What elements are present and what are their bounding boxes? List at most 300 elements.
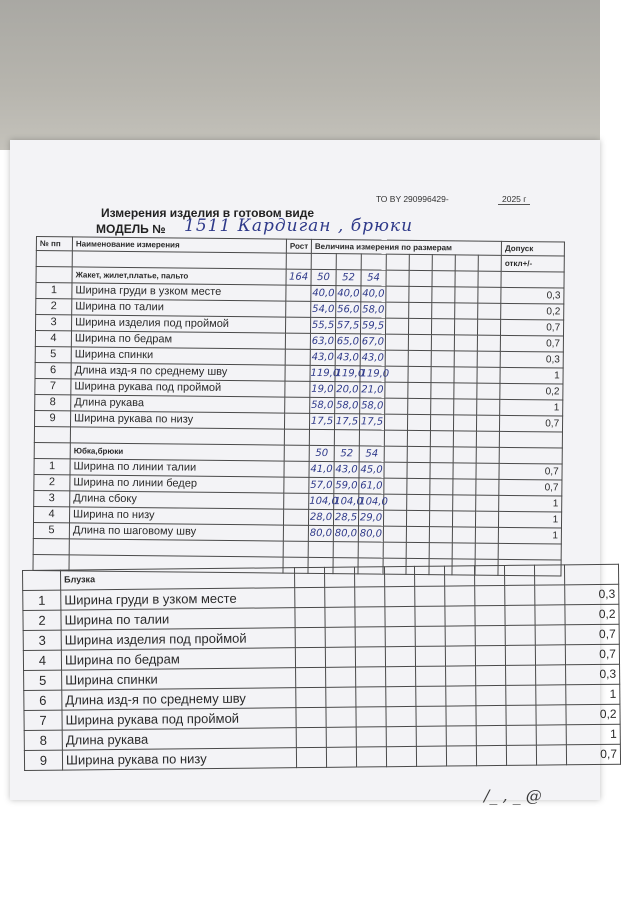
measurement-value: 58,0 (360, 398, 385, 414)
tolerance-value: 0,7 (500, 415, 563, 432)
empty-cell (325, 627, 355, 647)
measurement-value: 80,0 (358, 526, 383, 542)
empty-cell (285, 317, 310, 333)
empty-cell (415, 586, 445, 606)
empty-cell (406, 526, 429, 542)
empty-cell (476, 447, 499, 463)
empty-cell (384, 446, 407, 462)
empty-cell (506, 705, 536, 725)
empty-cell (355, 647, 385, 667)
empty-cell (407, 462, 430, 478)
empty-cell (34, 426, 70, 442)
empty-cell (406, 542, 429, 558)
size-value: 52 (334, 446, 359, 462)
row-number: 4 (33, 506, 69, 522)
measurement-name: Длина рукава (62, 728, 296, 750)
empty-cell (476, 479, 499, 495)
empty-cell (407, 446, 430, 462)
empty-cell (477, 351, 500, 367)
empty-cell (416, 746, 446, 766)
row-number: 6 (24, 690, 62, 710)
header-tolerance: Допуск (501, 241, 564, 256)
row-number: 1 (34, 458, 70, 474)
tolerance-value: 0,7 (499, 463, 562, 480)
measurement-value: 40,0 (336, 286, 361, 302)
measurements-table (32, 236, 565, 577)
measurement-value: 43,0 (310, 349, 335, 365)
empty-cell (475, 527, 498, 543)
empty-cell (455, 271, 478, 287)
empty-cell (355, 607, 385, 627)
empty-cell (385, 334, 408, 350)
empty-cell (408, 382, 431, 398)
empty-cell (325, 647, 355, 667)
measurement-value: 57,0 (309, 477, 334, 493)
empty-cell (294, 567, 324, 587)
tolerance-value: 0,3 (565, 584, 619, 605)
empty-cell (296, 667, 326, 687)
measurement-name: Ширина спинки (62, 668, 296, 690)
empty-cell (296, 707, 326, 727)
empty-cell (476, 415, 499, 431)
empty-cell (454, 319, 477, 335)
tolerance-value: 1 (566, 684, 620, 705)
empty-cell (408, 366, 431, 382)
measurement-value: 58,0 (361, 302, 386, 318)
measurement-value: 80,0 (308, 525, 333, 541)
empty-cell (444, 566, 474, 586)
measurement-name: Ширина по талии (61, 608, 295, 630)
tolerance-value: 0,7 (565, 624, 619, 645)
measurement-value: 104,0 (309, 493, 334, 509)
empty-cell (475, 511, 498, 527)
measurement-value: 104,0 (359, 494, 384, 510)
empty-cell (386, 666, 416, 686)
size-value: 54 (359, 446, 384, 462)
measurement-value: 119,0 (360, 366, 385, 382)
empty-cell (284, 461, 309, 477)
empty-cell (409, 286, 432, 302)
tolerance-value: 0,3 (566, 664, 620, 685)
empty-cell (414, 566, 444, 586)
measurement-value: 65,0 (335, 334, 360, 350)
empty-cell (23, 570, 61, 590)
measurement-value: 57,5 (335, 318, 360, 334)
measurement-value: 43,0 (335, 350, 360, 366)
empty-cell (407, 414, 430, 430)
empty-cell (499, 447, 562, 464)
empty-cell (308, 541, 333, 557)
empty-cell (386, 254, 409, 270)
empty-cell (415, 646, 445, 666)
empty-cell (325, 587, 355, 607)
section-skirt: Юбка,брюки (70, 443, 284, 461)
empty-cell (536, 725, 566, 745)
empty-cell (432, 303, 455, 319)
empty-cell (432, 255, 455, 271)
measurement-value: 28,5 (333, 510, 358, 526)
empty-cell (499, 431, 562, 448)
empty-cell (455, 303, 478, 319)
empty-cell (284, 477, 309, 493)
tolerance-value: 1 (500, 399, 563, 416)
empty-cell (476, 705, 506, 725)
measurement-name: Ширина спинки (71, 347, 285, 365)
empty-cell (445, 586, 475, 606)
empty-cell (326, 667, 356, 687)
measurement-value: 21,0 (360, 382, 385, 398)
empty-cell (476, 725, 506, 745)
empty-cell (36, 251, 72, 267)
empty-cell (386, 286, 409, 302)
empty-cell (407, 478, 430, 494)
tolerance-value: 1 (499, 511, 562, 528)
empty-cell (355, 587, 385, 607)
empty-cell (432, 287, 455, 303)
tolerance-value: 0,2 (565, 604, 619, 625)
measurement-value: 17,5 (309, 413, 334, 429)
tolerance-value: 0,7 (501, 319, 564, 336)
empty-cell (536, 745, 566, 765)
measurement-name: Ширина рукава под проймой (62, 708, 296, 730)
measurement-value: 119,0 (310, 365, 335, 381)
empty-cell (506, 745, 536, 765)
row-number: 6 (35, 362, 71, 378)
empty-cell (564, 564, 618, 585)
empty-cell (283, 509, 308, 525)
empty-cell (505, 585, 535, 605)
tolerance-value: 0,2 (566, 704, 620, 725)
model-handwritten: 1511 Кардиган , брюки (184, 216, 414, 236)
measurement-value: 119,0 (335, 366, 360, 382)
empty-cell (354, 567, 384, 587)
empty-cell (326, 727, 356, 747)
empty-cell (336, 254, 361, 270)
empty-cell (452, 511, 475, 527)
row-number: 1 (36, 283, 72, 299)
empty-cell (385, 626, 415, 646)
measurement-value: 56,0 (336, 302, 361, 318)
measurement-value: 58,0 (310, 397, 335, 413)
empty-cell (384, 566, 414, 586)
size-value: 52 (336, 270, 361, 286)
measurement-value: 54,0 (311, 301, 336, 317)
empty-cell (385, 382, 408, 398)
empty-cell (431, 351, 454, 367)
tolerance-value: 0,7 (566, 744, 620, 765)
empty-cell (386, 270, 409, 286)
empty-cell (326, 707, 356, 727)
empty-cell (295, 627, 325, 647)
measurement-name: Ширина рукава по низу (71, 411, 285, 429)
empty-cell (431, 335, 454, 351)
empty-cell (430, 431, 453, 447)
empty-cell (296, 727, 326, 747)
empty-cell (429, 527, 452, 543)
empty-cell (285, 333, 310, 349)
header-name: Наименование измерения (72, 237, 286, 253)
row-number: 7 (24, 710, 62, 730)
empty-cell (285, 397, 310, 413)
empty-cell (286, 285, 311, 301)
measurement-value: 104,0 (334, 494, 359, 510)
empty-cell (454, 335, 477, 351)
empty-cell (385, 350, 408, 366)
tolerance-value: 0,7 (565, 644, 619, 665)
empty-cell (326, 747, 356, 767)
empty-cell (284, 445, 309, 461)
empty-cell (504, 565, 534, 585)
empty-cell (386, 746, 416, 766)
empty-cell (356, 707, 386, 727)
empty-cell (445, 626, 475, 646)
empty-cell (476, 463, 499, 479)
measurement-name: Ширина рукава по низу (62, 748, 296, 770)
empty-cell (407, 494, 430, 510)
empty-cell (284, 493, 309, 509)
empty-cell (455, 287, 478, 303)
measurement-value: 80,0 (333, 526, 358, 542)
empty-cell (453, 431, 476, 447)
empty-cell (476, 665, 506, 685)
empty-cell (295, 607, 325, 627)
row-number: 4 (23, 650, 61, 670)
empty-cell (408, 398, 431, 414)
empty-cell (501, 271, 564, 288)
empty-cell (505, 605, 535, 625)
empty-cell (415, 606, 445, 626)
empty-cell (535, 605, 565, 625)
section-jacket: Жакет, жилет,платье, пальто (72, 267, 286, 285)
empty-cell (386, 686, 416, 706)
empty-cell (431, 383, 454, 399)
empty-cell (385, 586, 415, 606)
empty-cell (477, 399, 500, 415)
empty-cell (386, 726, 416, 746)
row-number: 8 (35, 394, 71, 410)
empty-cell (536, 685, 566, 705)
header-values: Величина измерения по размерам (311, 239, 501, 255)
row-number: 4 (35, 331, 71, 347)
tolerance-value: 0,2 (500, 383, 563, 400)
empty-cell (283, 525, 308, 541)
empty-cell (506, 665, 536, 685)
empty-cell (383, 542, 406, 558)
empty-cell (296, 747, 326, 767)
measurement-value: 17,5 (359, 414, 384, 430)
empty-cell (383, 526, 406, 542)
row-number: 5 (35, 346, 71, 362)
measurement-name: Ширина изделия под проймой (72, 315, 286, 333)
measurement-value: 45,0 (359, 462, 384, 478)
empty-cell (384, 414, 407, 430)
empty-cell (407, 430, 430, 446)
empty-cell (286, 301, 311, 317)
measurement-name: Ширина изделия под проймой (61, 628, 295, 650)
empty-cell (446, 706, 476, 726)
empty-cell (452, 527, 475, 543)
header-no: № пп (36, 237, 72, 251)
size-value: 54 (361, 270, 386, 286)
empty-cell (476, 685, 506, 705)
tolerance-value: 1 (500, 367, 563, 384)
row-number: 2 (34, 474, 70, 490)
empty-cell (284, 429, 309, 445)
empty-cell (296, 687, 326, 707)
empty-cell (475, 645, 505, 665)
empty-cell (33, 554, 69, 570)
empty-cell (409, 270, 432, 286)
measurement-name: Ширина груди в узком месте (61, 588, 295, 610)
measurement-name: Ширина по линии талии (70, 459, 284, 477)
empty-cell (33, 538, 69, 554)
tolerance-value: 1 (566, 724, 620, 745)
empty-cell (505, 625, 535, 645)
empty-cell (431, 319, 454, 335)
empty-cell (359, 430, 384, 446)
empty-cell (476, 745, 506, 765)
empty-cell (361, 254, 386, 270)
empty-cell (309, 429, 334, 445)
empty-cell (408, 318, 431, 334)
empty-cell (430, 415, 453, 431)
empty-cell (384, 478, 407, 494)
empty-cell (445, 606, 475, 626)
empty-cell (475, 543, 498, 559)
empty-cell (476, 431, 499, 447)
doc-year: 2025 г (498, 194, 530, 205)
empty-cell (475, 625, 505, 645)
empty-cell (34, 442, 70, 458)
tolerance-value: 0,3 (501, 287, 564, 304)
empty-cell (356, 747, 386, 767)
row-number: 2 (36, 299, 72, 315)
measurement-value: 20,0 (335, 382, 360, 398)
empty-cell (284, 413, 309, 429)
row-number: 3 (23, 630, 61, 650)
empty-cell (325, 607, 355, 627)
empty-cell (386, 706, 416, 726)
measurement-value: 29,0 (358, 510, 383, 526)
empty-cell (432, 271, 455, 287)
size-value: 50 (311, 269, 336, 285)
empty-cell (431, 399, 454, 415)
empty-cell (406, 510, 429, 526)
empty-cell (506, 685, 536, 705)
empty-cell (453, 415, 476, 431)
measurement-name: Ширина по бедрам (61, 648, 295, 670)
empty-cell (476, 495, 499, 511)
row-number: 3 (36, 315, 72, 331)
empty-cell (430, 463, 453, 479)
measurement-value: 43,0 (334, 462, 359, 478)
tolerance-value: 0,7 (499, 479, 562, 496)
measurement-value: 40,0 (361, 286, 386, 302)
empty-cell (477, 383, 500, 399)
empty-cell (477, 335, 500, 351)
measurement-value: 17,5 (334, 414, 359, 430)
empty-cell (453, 479, 476, 495)
empty-cell (356, 687, 386, 707)
tolerance-value: 1 (498, 527, 561, 544)
signature: /_ , _ @ (484, 786, 542, 805)
measurement-value: 63,0 (310, 333, 335, 349)
empty-cell (535, 625, 565, 645)
row-number: 8 (24, 730, 62, 750)
empty-cell (326, 687, 356, 707)
measurement-value: 40,0 (311, 285, 336, 301)
empty-cell (506, 725, 536, 745)
row-number: 9 (24, 750, 62, 770)
empty-cell (409, 302, 432, 318)
empty-cell (415, 626, 445, 646)
measurement-name: Ширина по талии (72, 299, 286, 317)
empty-cell (385, 646, 415, 666)
empty-cell (430, 495, 453, 511)
empty-cell (408, 350, 431, 366)
empty-cell (429, 511, 452, 527)
empty-cell (416, 726, 446, 746)
empty-cell (385, 606, 415, 626)
empty-cell (535, 645, 565, 665)
measurement-name: Длина изд-я по среднему шву (71, 363, 285, 381)
background-surface (0, 0, 600, 150)
empty-cell (355, 627, 385, 647)
empty-cell (446, 726, 476, 746)
measurement-value: 19,0 (310, 381, 335, 397)
measurement-name: Ширина рукава под проймой (71, 379, 285, 397)
measurement-value: 58,0 (335, 398, 360, 414)
empty-cell (536, 665, 566, 685)
measurement-value: 59,0 (334, 478, 359, 494)
empty-cell (478, 303, 501, 319)
header-tolerance-2: откл+/- (501, 255, 564, 272)
row-number: 9 (35, 410, 71, 426)
empty-cell (356, 667, 386, 687)
empty-cell (536, 705, 566, 725)
measurement-value: 61,0 (359, 478, 384, 494)
empty-cell (386, 302, 409, 318)
model-label: МОДЕЛЬ № (96, 222, 166, 236)
tolerance-value: 0,7 (500, 335, 563, 352)
empty-cell (324, 567, 354, 587)
empty-cell (384, 462, 407, 478)
measurement-value: 28,0 (308, 509, 333, 525)
empty-cell (477, 367, 500, 383)
height-value: 164 (286, 269, 311, 285)
empty-cell (534, 565, 564, 585)
measurement-name: Ширина по линии бедер (70, 475, 284, 493)
measurement-name: Длина сбоку (70, 491, 284, 509)
empty-cell (475, 605, 505, 625)
row-number: 2 (23, 610, 61, 630)
empty-cell (285, 349, 310, 365)
measurement-name: Ширина по низу (69, 507, 283, 525)
measurement-name: Длина изд-я по среднему шву (62, 688, 296, 710)
empty-cell (285, 381, 310, 397)
empty-cell (416, 686, 446, 706)
empty-cell (453, 495, 476, 511)
empty-cell (498, 543, 561, 560)
empty-cell (478, 255, 501, 271)
empty-cell (478, 287, 501, 303)
empty-cell (408, 334, 431, 350)
header-height: Рост (286, 239, 311, 253)
empty-cell (283, 541, 308, 557)
empty-cell (505, 645, 535, 665)
empty-cell (453, 463, 476, 479)
empty-cell (334, 430, 359, 446)
